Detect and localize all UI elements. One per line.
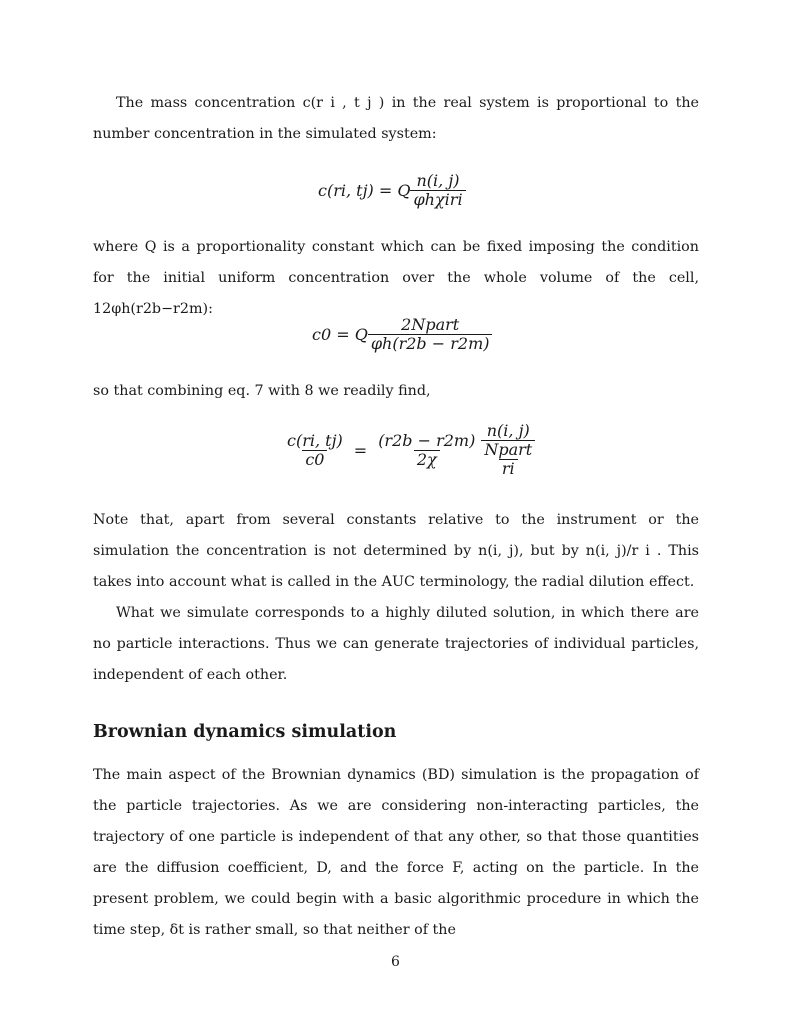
equation-fraction-middle	[375, 432, 478, 469]
equation-fraction	[368, 316, 493, 353]
inner-fraction	[481, 422, 535, 459]
inner-numerator: n(i, j)	[486, 421, 530, 440]
fraction-numerator: 2Npart	[401, 315, 460, 334]
section-heading: Brownian dynamics simulation	[93, 722, 397, 742]
paragraph-note: Note that, apart from several constants relative to the instrument or the simulation the concentration is not determined by n(i, j), but by n(i, j)/r i . This takes into account what is called in the AUC terminology, the radial dilution effect.	[93, 512, 699, 590]
paragraph-proportionality: where Q is a proportionality constant which can be fixed imposing the condition for the initial uniform concentration over the whole volume of the cell, 12φh(r2b−r2m):	[93, 239, 699, 317]
fraction-denominator: φh(r2b − r2m)	[368, 334, 493, 353]
fraction-denominator: ri	[499, 459, 518, 478]
page-number: 6	[391, 954, 400, 970]
fraction-denominator: 2χ	[414, 450, 440, 469]
paragraph-diluted-solution: What we simulate corresponds to a highly diluted solution, in which there are no particle interactions. Thus we can generate trajectories of individual particles, independent of each other.	[93, 605, 699, 683]
equation-lhs: c(ri, tj) = Q	[318, 181, 411, 200]
paragraph-brownian-dynamics: The main aspect of the Brownian dynamics (BD) simulation is the propagation of the particle trajectories. As we are considering non-interacting particles, the trajectory of one particle is independent of that any other, so that those quantities are the diffusion coefficient, D, and the force F, acting on the particle. In the present problem, we could begin with a basic algorithmic procedure in which the time step, δt is rather small, so that neither of the	[93, 767, 699, 938]
fraction-numerator: c(ri, tj)	[287, 430, 343, 450]
inner-denominator: Npart	[481, 440, 535, 459]
fraction-numerator-stack	[478, 422, 538, 459]
fraction-numerator: n(i, j)	[416, 171, 460, 190]
equation-combined	[284, 422, 538, 478]
paragraph-mass-concentration: The mass concentration c(r i , t j ) in the real system is proportional to the number concentration in the simulated system:	[93, 95, 699, 142]
fraction-numerator: (r2b − r2m)	[378, 430, 476, 450]
equation-concentration	[318, 172, 466, 209]
equation-fraction-left	[284, 432, 346, 469]
fraction-denominator: φhχiri	[410, 190, 465, 209]
equation-initial-concentration	[312, 316, 492, 353]
equation-fraction-right	[478, 422, 538, 478]
equals-sign: =	[353, 440, 368, 460]
equation-lhs: c0 = Q	[312, 325, 368, 344]
fraction-denominator: c0	[302, 450, 327, 469]
paragraph-combining: so that combining eq. 7 with 8 we readily find,	[93, 383, 431, 399]
equation-fraction	[410, 172, 465, 209]
